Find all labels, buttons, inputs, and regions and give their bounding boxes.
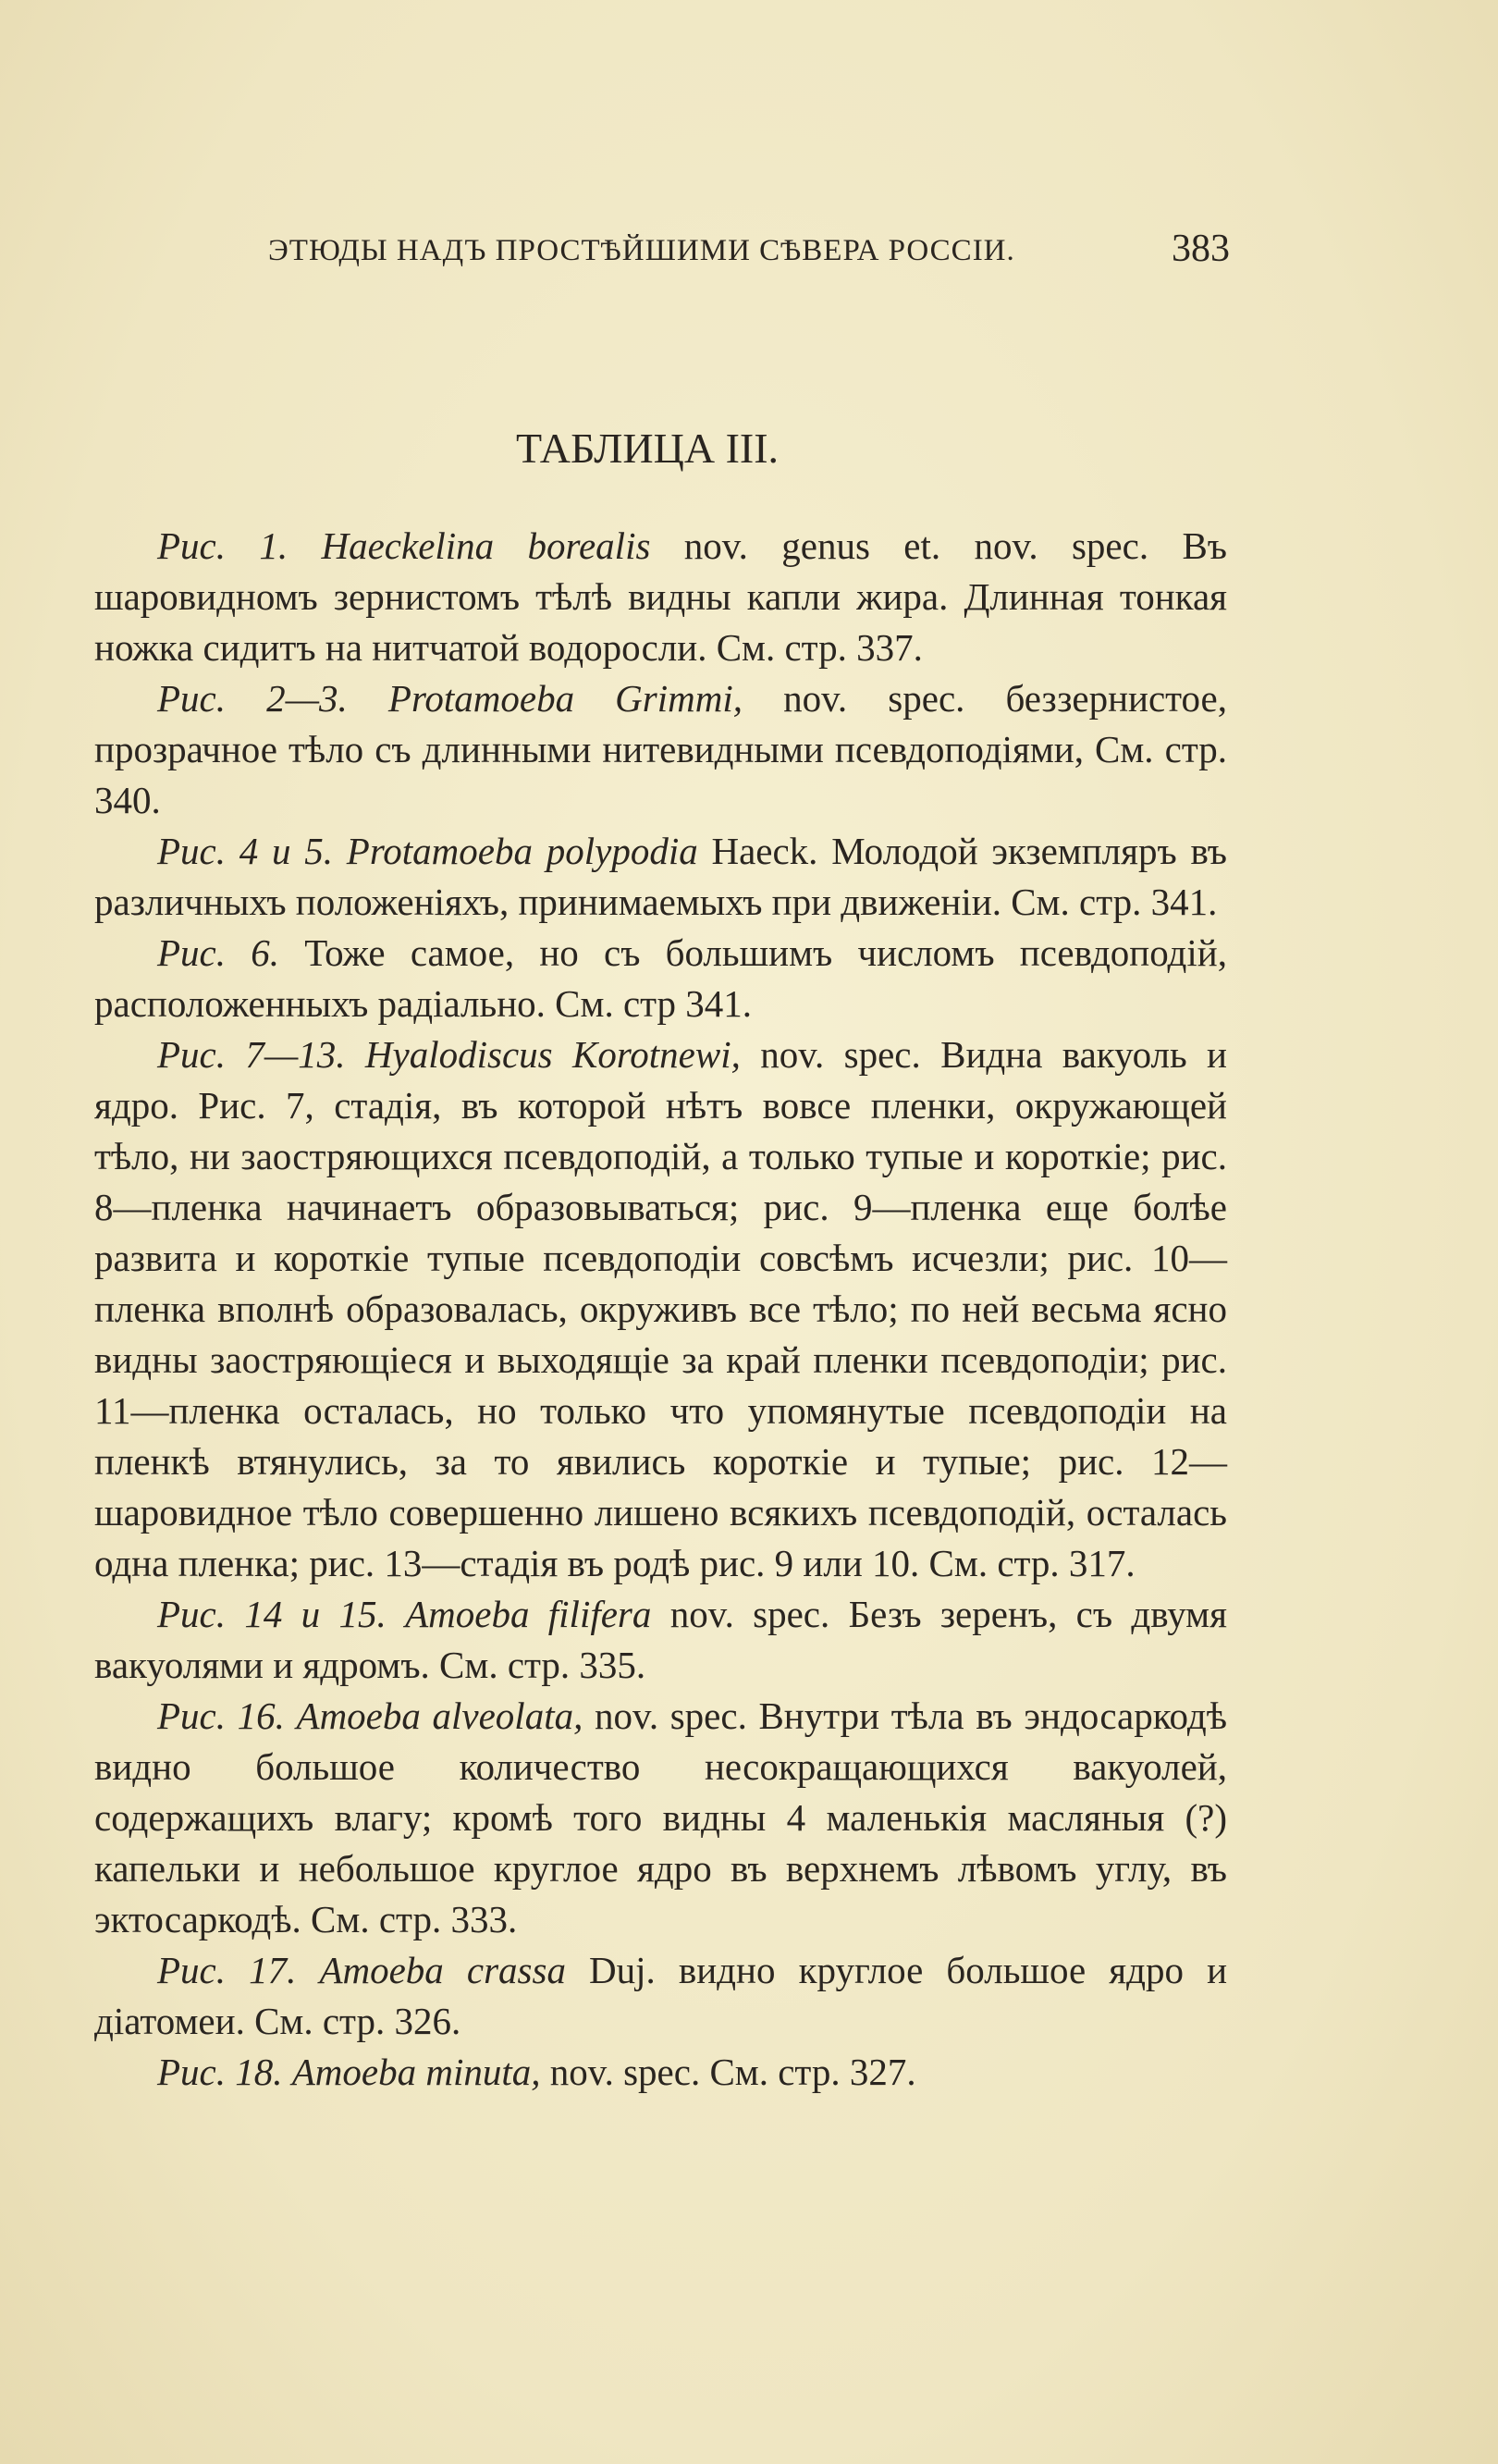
caption-entry <box>94 2047 1227 2098</box>
caption-entry <box>94 928 1227 1029</box>
caption-text: nov. spec. Внутри тѣла въ эндосаркодѣ видно большое количество несокращающихся вакуолей, содержащихъ влагу; кромѣ того видны 4 маленькія масляныя (?) капельки и небольшое круглое ядро въ верхнемъ лѣвомъ углу, въ эктосаркодѣ. См. стр. 333. <box>94 1694 1227 1940</box>
figure-label: Рис. 1. <box>157 524 289 567</box>
species-name: Amoeba alveolata, <box>296 1694 583 1737</box>
figure-label: Рис. 4 и 5. <box>157 830 334 872</box>
caption-text: Duj. видно круглое большое ядро и діатомеи. См. стр. 326. <box>94 1949 1228 2042</box>
caption-entry <box>94 1589 1227 1691</box>
species-name: Amoeba crassa <box>319 1949 566 1991</box>
figure-label: Рис. 14 и 15. <box>157 1593 387 1635</box>
species-name: Protamoeba polypodia <box>346 830 698 872</box>
caption-entry <box>94 1945 1227 2047</box>
figure-label: Рис. 7—13. <box>157 1033 346 1076</box>
figure-label: Рис. 17. <box>157 1949 297 1991</box>
caption-text: nov. spec. Видна вакуоль и ядро. Рис. 7, стадія, въ которой нѣтъ вовсе пленки, окружающей тѣло, ни заостряющихся псевдоподій, а только тупые и короткіе; рис. 8—пленка начинаетъ образовываться; рис. 9—пленка еще болѣе развита и короткіе тупые псевдоподіи совсѣмъ исчезли; рис. 10—пленка вполнѣ образовалась, окруживъ все тѣло; по ней весьма ясно видны заостряющіеся и выходящіе за край пленки псевдоподіи; рис. 11—пленка осталась, но только что упомянутые псевдоподіи на пленкѣ втянулись, за то явились короткіе и тупые; рис. 12—шаровидное тѣло совершенно лишено всякихъ псевдоподій, осталась одна пленка; рис. 13—стадія въ родѣ рис. 9 или 10. См. стр. 317. <box>94 1033 1227 1584</box>
figure-label: Рис. 6. <box>157 931 279 974</box>
caption-text: nov. spec. беззернистое, прозрачное тѣло съ длинными нитевидными псевдоподіями, См. стр. 340. <box>94 677 1227 821</box>
figure-label: Рис. 16. <box>157 1694 285 1737</box>
species-name: Protamoeba Grimmi, <box>387 677 743 720</box>
figure-label: Рис. 18. <box>157 2051 283 2093</box>
page-header <box>268 227 1230 282</box>
figure-captions <box>94 521 1227 2098</box>
caption-entry <box>94 1029 1227 1589</box>
caption-text: nov. spec. См. стр. 327. <box>540 2051 916 2093</box>
species-name: Haeckelina borealis <box>321 524 651 567</box>
caption-text: Haeck. Молодой экземпляръ въ различныхъ положеніяхъ, принимаемыхъ при движеніи. См. стр. 341. <box>94 830 1228 923</box>
caption-entry <box>94 673 1227 826</box>
species-name: Amoeba minuta, <box>291 2051 541 2093</box>
section-title: ТАБЛИЦА III. <box>515 425 780 472</box>
caption-entry <box>94 521 1227 673</box>
species-name: Amoeba filifera <box>405 1593 652 1635</box>
species-name: Hyalodiscus Korotnewi, <box>364 1033 741 1076</box>
caption-entry <box>94 1691 1227 1945</box>
caption-text: nov. genus et. nov. spec. Въ шаровидномъ зернистомъ тѣлѣ видны капли жира. Длинная тонкая ножка сидитъ на нитчатой водоросли. См. стр. 337. <box>94 524 1227 669</box>
running-title: ЭТЮДЫ НАДЪ ПРОСТѢЙШИМИ СѢВЕРА РОССІИ. <box>268 234 1015 267</box>
caption-text: nov. spec. Безъ зеренъ, съ двумя вакуолями и ядромъ. См. стр. 335. <box>94 1593 1227 1686</box>
caption-text: Тоже самое, но съ большимъ числомъ псевдоподій, расположенныхъ радіально. См. стр 341. <box>94 931 1228 1025</box>
caption-entry <box>94 826 1227 928</box>
page-number: 383 <box>1172 228 1230 270</box>
figure-label: Рис. 2—3. <box>157 677 348 720</box>
